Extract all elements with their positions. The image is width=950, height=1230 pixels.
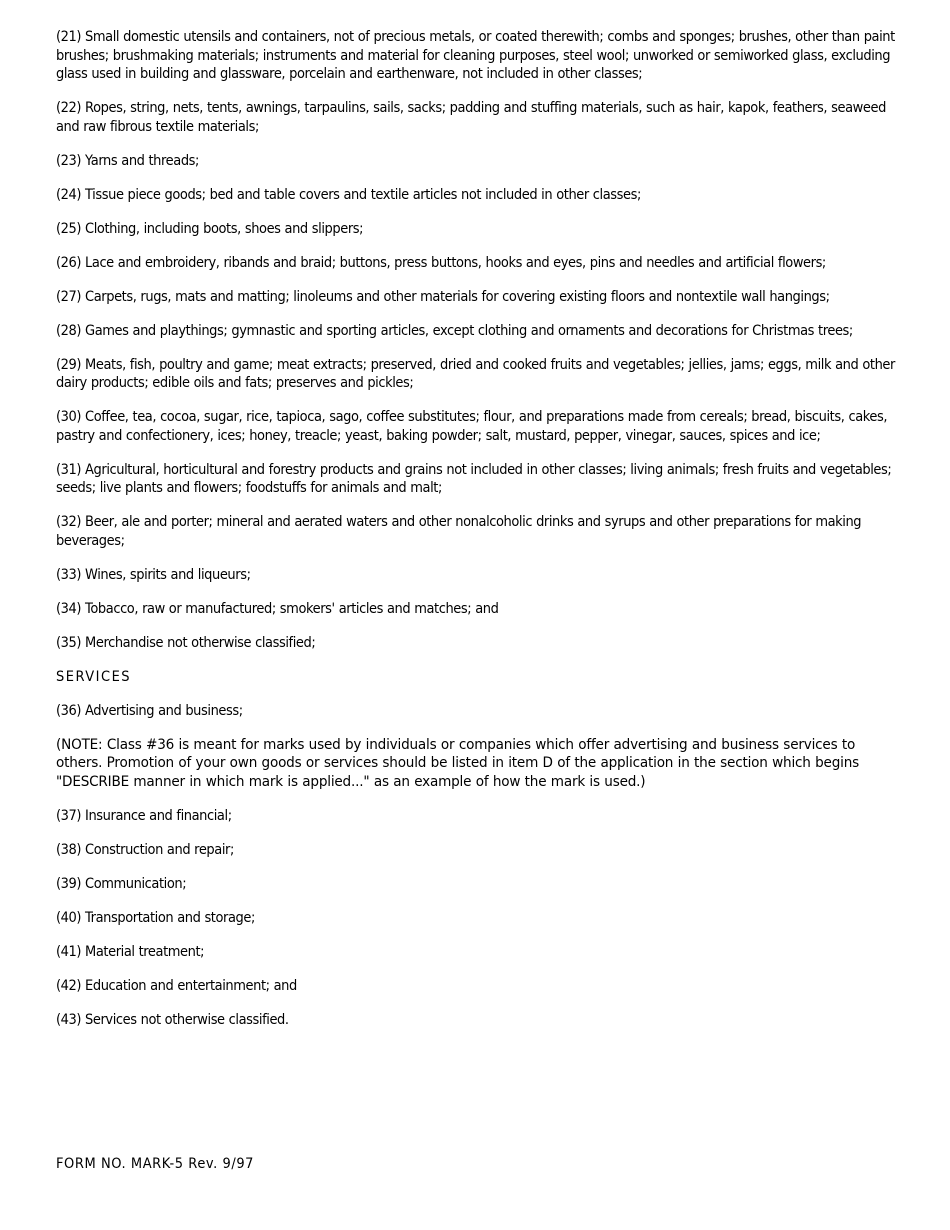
class-31: (31) Agricultural, horticultural and forestry products and grains not included in other classes; living animals; fresh fruits and vegetables; seeds; live plants and flowers; foodstuffs for animals and malt;	[56, 461, 892, 496]
class-30: (30) Coffee, tea, cocoa, sugar, rice, tapioca, sago, coffee substitutes; flour, and preparations made from cereals; bread, biscuits, cakes, pastry and confectionery, ices; honey, treacle; yeast, baking powder; salt, mustard, pepper, vinegar, sauces, spices and ice;	[56, 409, 888, 444]
services-heading: SERVICES	[56, 668, 132, 685]
class-37: (37) Insurance and financial;	[56, 807, 232, 824]
class-27: (27) Carpets, rugs, mats and matting; linoleums and other materials for covering existing floors and nontextile wall hangings;	[56, 288, 830, 305]
class-35: (35) Merchandise not otherwise classified;	[56, 634, 316, 651]
class-29: (29) Meats, fish, poultry and game; meat extracts; preserved, dried and cooked fruits and vegetables; jellies, jams; eggs, milk and other dairy products; edible oils and fats; preserves and pickles;	[56, 356, 895, 391]
class-43: (43) Services not otherwise classified.	[56, 1011, 289, 1028]
class-28: (28) Games and playthings; gymnastic and sporting articles, except clothing and ornaments and decorations for Christmas trees;	[56, 322, 853, 339]
class-24: (24) Tissue piece goods; bed and table covers and textile articles not included in other classes;	[56, 186, 641, 203]
class-38: (38) Construction and repair;	[56, 841, 234, 858]
class-42: (42) Education and entertainment; and	[56, 977, 297, 994]
class-26: (26) Lace and embroidery, ribands and braid; buttons, press buttons, hooks and eyes, pins and needles and artificial flowers;	[56, 254, 826, 271]
class-36-note: (NOTE: Class #36 is meant for marks used by individuals or companies which offer advertising and business services to others. Promotion of your own goods or services should be listed in item D of the application in the section which begins "DESCRIBE manner in which mark is applied..." as an example of how the mark is used.)	[56, 736, 860, 790]
class-33: (33) Wines, spirits and liqueurs;	[56, 566, 251, 583]
document-body	[56, 28, 901, 1045]
class-41: (41) Material treatment;	[56, 943, 205, 960]
class-25: (25) Clothing, including boots, shoes and slippers;	[56, 220, 364, 237]
class-39: (39) Communication;	[56, 875, 187, 892]
class-36: (36) Advertising and business;	[56, 702, 243, 719]
class-32: (32) Beer, ale and porter; mineral and aerated waters and other nonalcoholic drinks and syrups and other preparations for making beverages;	[56, 514, 862, 549]
class-34: (34) Tobacco, raw or manufactured; smokers' articles and matches; and	[56, 600, 499, 617]
class-21: (21) Small domestic utensils and containers, not of precious metals, or coated therewith; combs and sponges; brushes, other than paint brushes; brushmaking materials; instruments and material for cleaning purposes, steel wool; unworked or semiworked glass, excluding glass used in building and glassware, porcelain and earthenware, not included in other classes;	[56, 29, 895, 82]
class-23: (23) Yarns and threads;	[56, 152, 200, 169]
form-number-footer: FORM NO. MARK-5 Rev. 9/97	[56, 1156, 255, 1172]
class-40: (40) Transportation and storage;	[56, 909, 255, 926]
class-22: (22) Ropes, string, nets, tents, awnings, tarpaulins, sails, sacks; padding and stuffing materials, such as hair, kapok, feathers, seaweed and raw fibrous textile materials;	[56, 100, 886, 135]
